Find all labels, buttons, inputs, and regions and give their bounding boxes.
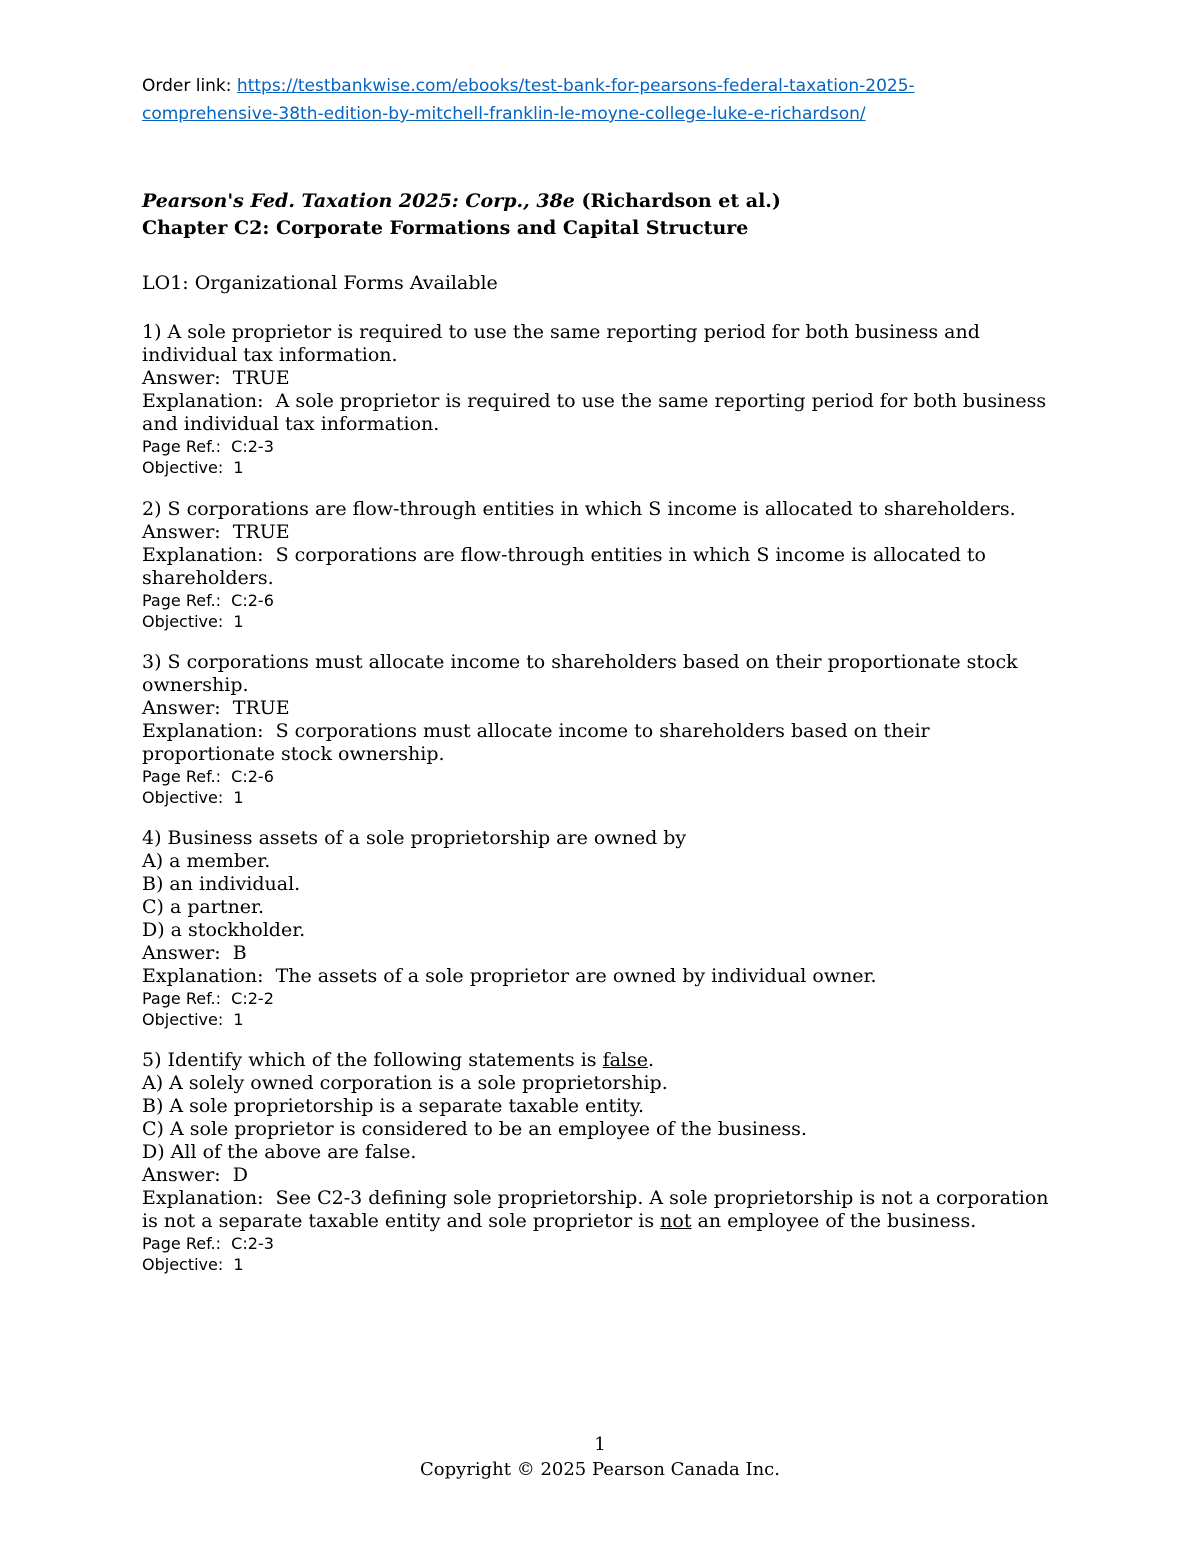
- objective: Objective: 1: [142, 1255, 244, 1274]
- option-a: A) a member.: [142, 850, 271, 872]
- explanation: Explanation: S corporations are flow-through entities in which S income is allocated to shareholders.: [142, 544, 993, 589]
- section-heading: LO1: Organizational Forms Available: [142, 272, 498, 294]
- question-stem: 5) Identify which of the following statements is false.: [142, 1049, 655, 1071]
- question-2: [142, 498, 1062, 632]
- order-link-block: [142, 72, 1042, 128]
- question-stem: 4) Business assets of a sole proprietorship are owned by: [142, 827, 687, 849]
- answer: Answer: TRUE: [142, 521, 290, 543]
- explanation: Explanation: See C2-3 defining sole proprietorship. A sole proprietorship is not a corporation is not a separate taxable entity and sole proprietor is not an employee of the business.: [142, 1187, 1055, 1232]
- question-5: [142, 1049, 1062, 1275]
- page-ref: Page Ref.: C:2-6: [142, 591, 274, 610]
- objective: Objective: 1: [142, 458, 244, 477]
- question-3: [142, 651, 1062, 808]
- page-number: 1: [594, 1434, 606, 1455]
- objective: Objective: 1: [142, 788, 244, 807]
- page-ref: Page Ref.: C:2-3: [142, 437, 274, 456]
- question-stem: 2) S corporations are flow-through entities in which S income is allocated to shareholders.: [142, 498, 1016, 520]
- page-ref: Page Ref.: C:2-2: [142, 989, 274, 1008]
- order-link-label: Order link:: [142, 76, 232, 96]
- explanation: Explanation: S corporations must allocate income to shareholders based on their proportionate stock ownership.: [142, 720, 936, 765]
- explanation: Explanation: A sole proprietor is required to use the same reporting period for both business and individual tax information.: [142, 390, 1053, 435]
- answer: Answer: TRUE: [142, 697, 290, 719]
- answer: Answer: D: [142, 1164, 249, 1186]
- answer: Answer: B: [142, 942, 247, 964]
- copyright-notice: Copyright © 2025 Pearson Canada Inc.: [420, 1459, 780, 1480]
- order-link[interactable]: https://testbankwise.com/ebooks/test-bank-for-pearsons-federal-taxation-2025- comprehensive-38th-edition-by-mitchell-franklin-le-moyne-college-luke-e-richardson/: [142, 76, 915, 124]
- answer: Answer: TRUE: [142, 367, 290, 389]
- option-c: C) A sole proprietor is considered to be an employee of the business.: [142, 1118, 807, 1140]
- document-header: [142, 188, 1102, 242]
- question-4: [142, 827, 1062, 1030]
- option-d: D) a stockholder.: [142, 919, 306, 941]
- explanation: Explanation: The assets of a sole proprietor are owned by individual owner.: [142, 965, 877, 987]
- objective: Objective: 1: [142, 612, 244, 631]
- option-d: D) All of the above are false.: [142, 1141, 417, 1163]
- question-stem: 3) S corporations must allocate income to shareholders based on their proportionate stock ownership.: [142, 651, 1024, 696]
- page-ref: Page Ref.: C:2-6: [142, 767, 274, 786]
- page-ref: Page Ref.: C:2-3: [142, 1234, 274, 1253]
- question-stem: 1) A sole proprietor is required to use the same reporting period for both business and individual tax information.: [142, 321, 986, 366]
- book-title: Pearson's Fed. Taxation 2025: Corp., 38e (Richardson et al.): [142, 190, 781, 212]
- question-1: [142, 321, 1062, 478]
- chapter-title: Chapter C2: Corporate Formations and Capital Structure: [142, 217, 749, 239]
- option-a: A) A solely owned corporation is a sole proprietorship.: [142, 1072, 668, 1094]
- option-b: B) A sole proprietorship is a separate taxable entity.: [142, 1095, 645, 1117]
- option-c: C) a partner.: [142, 896, 265, 918]
- option-b: B) an individual.: [142, 873, 301, 895]
- objective: Objective: 1: [142, 1010, 244, 1029]
